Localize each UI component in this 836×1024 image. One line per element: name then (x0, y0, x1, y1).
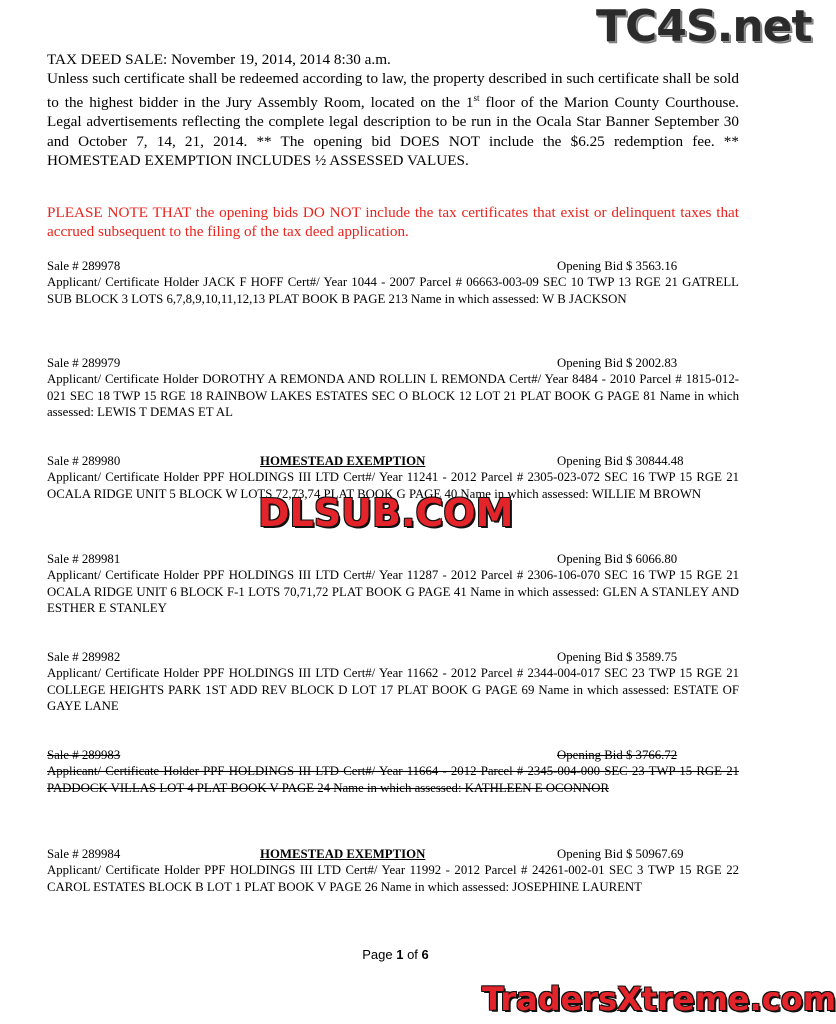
red-notice: PLEASE NOTE THAT the opening bids DO NOT include the tax certificates that exist or delinquent taxes that accrued subsequent to the filing of the tax deed application. (47, 204, 739, 241)
homestead-label: HOMESTEAD EXEMPTION (260, 454, 426, 468)
opening-bid: Opening Bid $ 3589.75 (557, 650, 678, 664)
sale-number: Sale # 289978 (47, 259, 121, 273)
sale-entry (47, 649, 739, 715)
sale-header (47, 50, 739, 171)
sale-number: Sale # 289984 (47, 847, 121, 861)
sale-number: Sale # 289983 (47, 748, 121, 762)
sale-number: Sale # 289981 (47, 552, 121, 566)
page-footer (0, 947, 791, 962)
watermark-tradersxtreme: TradersXtreme.com (482, 980, 836, 1018)
header-superscript: st (473, 92, 480, 103)
footer-of-word: of (407, 947, 418, 962)
footer-page-number: 1 (396, 947, 404, 962)
sale-entry (47, 258, 739, 307)
sale-description: Applicant/ Certificate Holder PPF HOLDINGS III LTD Cert#/ Year 11664 - 2012 Parcel # 2345-004-000 SEC 23 TWP 15 RGE 21 PADDOCK VILLAS LOT 4 PLAT BOOK V PAGE 24 Name in which assessed: KATHLEEN E OCONNOR (47, 764, 739, 795)
sale-entry (47, 846, 739, 895)
sale-description: Applicant/ Certificate Holder PPF HOLDINGS III LTD Cert#/ Year 11992 - 2012 Parcel # 24261-002-01 SEC 3 TWP 15 RGE 22 CAROL ESTATES BLOCK B LOT 1 PLAT BOOK V PAGE 26 Name in which assessed: JOSEPHINE LAURENT (47, 863, 739, 894)
footer-page-total: 6 (421, 947, 429, 962)
watermark-dlsub: DLSUB.COM (258, 491, 514, 535)
sale-description: Applicant/ Certificate Holder JACK F HOFF Cert#/ Year 1044 - 2007 Parcel # 06663-003-09 SEC 10 TWP 13 RGE 21 GATRELL SUB BLOCK 3 LOTS 6,7,8,9,10,11,12,13 PLAT BOOK B PAGE 213 Name in which assessed: W B JACKSON (47, 275, 739, 306)
sale-number: Sale # 289982 (47, 650, 121, 664)
sale-description: Applicant/ Certificate Holder PPF HOLDINGS III LTD Cert#/ Year 11241 - 2012 Parcel # 2305-023-072 SEC 16 TWP 15 RGE 21 OCALA RIDGE UNIT 5 BLOCK W LOTS 72,73,74 PLAT BOOK G PAGE 40 Name in which assessed: WILLIE M BROWN (47, 470, 739, 501)
sale-entry (47, 355, 739, 421)
header-body-part2: floor of the Marion County Courthouse. Legal advertisements reflecting the complete legal description to be run in the Ocala Star Banner September 30 and October 7, 14, 21, 2014. ** The opening bid DOES NOT include the $6.25 redemption fee. ** HOMESTEAD EXEMPTION INCLUDES ½ ASSESSED VALUES. (47, 93, 739, 170)
homestead-label: HOMESTEAD EXEMPTION (260, 847, 426, 861)
opening-bid: Opening Bid $ 50967.69 (557, 847, 684, 861)
opening-bid: Opening Bid $ 30844.48 (557, 454, 684, 468)
sale-description: Applicant/ Certificate Holder DOROTHY A REMONDA AND ROLLIN L REMONDA Cert#/ Year 8484 - 2010 Parcel # 1815-012-021 SEC 18 TWP 15 RGE 18 RAINBOW LAKES ESTATES SEC O BLOCK 12 LOT 21 PLAT BOOK G PAGE 81 Name in which assessed: LEWIS T DEMAS ET AL (47, 372, 739, 420)
footer-page-word: Page (362, 947, 393, 962)
sale-description: Applicant/ Certificate Holder PPF HOLDINGS III LTD Cert#/ Year 11662 - 2012 Parcel # 2344-004-017 SEC 23 TWP 15 RGE 21 COLLEGE HEIGHTS PARK 1ST ADD REV BLOCK D LOT 17 PLAT BOOK G PAGE 69 Name in which assessed: ESTATE OF GAYE LANE (47, 666, 739, 714)
sale-entry (47, 551, 739, 617)
opening-bid: Opening Bid $ 2002.83 (557, 356, 678, 370)
opening-bid: Opening Bid $ 3766.72 (557, 748, 678, 762)
watermark-tc4s: TC4S.net (596, 1, 812, 52)
sale-number: Sale # 289980 (47, 454, 121, 468)
header-body (47, 69, 739, 170)
header-body-part1: Unless such certificate shall be redeemed according to law, the property described in such certificate shall be sold to the highest bidder in the Jury Assembly Room, located on the 1 (47, 70, 739, 111)
opening-bid: Opening Bid $ 6066.80 (557, 552, 678, 566)
sale-entry-cancelled (47, 747, 739, 796)
header-title: TAX DEED SALE: November 19, 2014, 2014 8:30 a.m. (47, 51, 391, 68)
sale-description: Applicant/ Certificate Holder PPF HOLDINGS III LTD Cert#/ Year 11287 - 2012 Parcel # 2306-106-070 SEC 16 TWP 15 RGE 21 OCALA RIDGE UNIT 6 BLOCK F-1 LOTS 70,71,72 PLAT BOOK G PAGE 41 Name in which assessed: GLEN A STANLEY AND ESTHER E STANLEY (47, 568, 739, 616)
sale-number: Sale # 289979 (47, 356, 121, 370)
opening-bid: Opening Bid $ 3563.16 (557, 259, 678, 273)
